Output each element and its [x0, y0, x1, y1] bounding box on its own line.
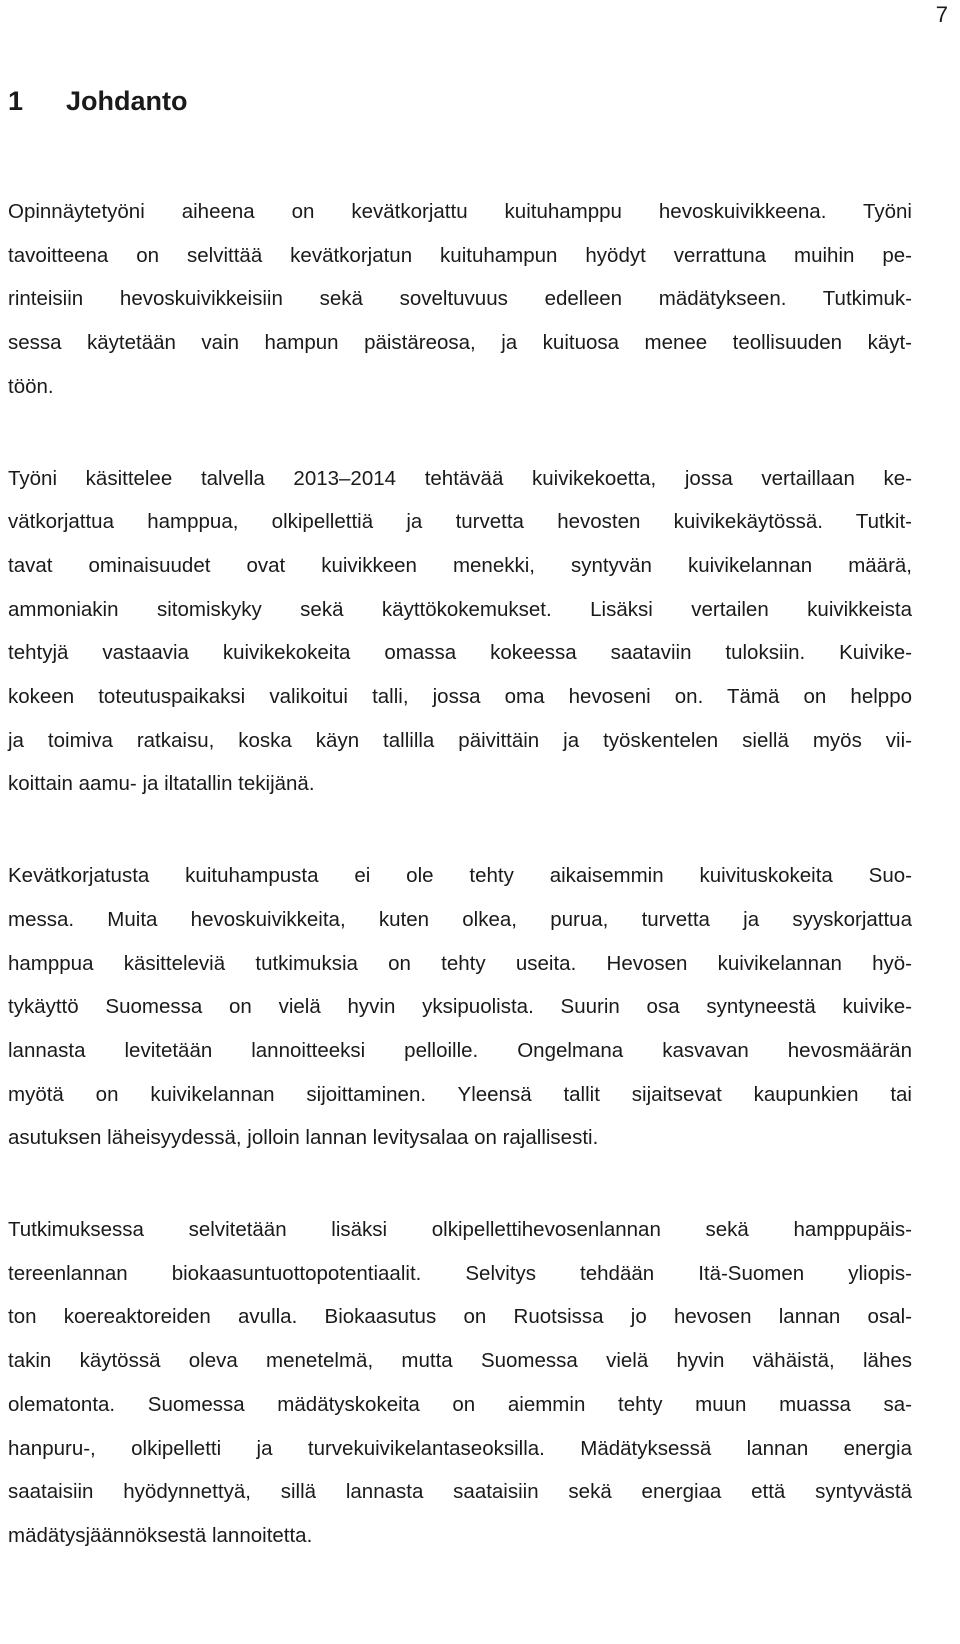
text-line: mädätysjäännöksestä lannoitetta. [8, 1523, 313, 1547]
page-number: 7 [935, 2, 948, 27]
text-line: saataisiin hyödynnettyä, sillä lannasta saataisiin sekä energiaa että syntyvästä [8, 1480, 912, 1504]
paragraph [8, 1208, 912, 1558]
text-line: Työni käsittelee talvella 2013–2014 tehtävää kuivikekoetta, jossa vertaillaan ke- [8, 466, 912, 490]
text-line: Opinnäytetyöni aiheena on kevätkorjattu kuituhamppu hevoskuivikkeena. Työni [8, 200, 912, 223]
text-line: messa. Muita hevoskuivikkeita, kuten olkea, purua, turvetta ja syyskorjattua [8, 907, 912, 931]
text-line: tykäyttö Suomessa on vielä hyvin yksipuolista. Suurin osa syntyneestä kuivike- [8, 995, 912, 1019]
text-line: rinteisiin hevoskuivikkeisiin sekä soveltuvuus edelleen mädätykseen. Tutkimuk- [8, 287, 912, 311]
text-line: Tutkimuksessa selvitetään lisäksi olkipellettihevosenlannan sekä hamppupäis- [8, 1218, 912, 1242]
text-line: tavoitteena on selvittää kevätkorjatun kuituhampun hyödyt verrattuna muihin pe- [8, 243, 912, 267]
text-line: sessa käytetään vain hampun päistäreosa, ja kuituosa menee teollisuuden käyt- [8, 331, 912, 355]
text-line: tehtyjä vastaavia kuivikekokeita omassa kokeessa saataviin tuloksiin. Kuivike- [8, 641, 912, 665]
text-line: myötä on kuivikelannan sijoittaminen. Yleensä tallit sijaitsevat kaupunkien tai [8, 1082, 912, 1106]
text-line: töön. [8, 374, 54, 398]
text-line: koittain aamu- ja iltatallin tekijänä. [8, 772, 315, 796]
paragraph [8, 457, 912, 807]
text-line: lannasta levitetään lannoitteeksi pelloille. Ongelmana kasvavan hevosmäärän [8, 1038, 912, 1062]
paragraph [8, 190, 912, 409]
paragraph [8, 854, 912, 1160]
chapter-title: Johdanto [66, 86, 188, 116]
text-line: kokeen toteutuspaikaksi valikoitui talli, jossa oma hevoseni on. Tämä on helppo [8, 685, 912, 709]
text-line: hanpuru-, olkipelletti ja turvekuivikelantaseoksilla. Mädätyksessä lannan energia [8, 1436, 912, 1460]
text-line: Kevätkorjatusta kuituhampusta ei ole tehty aikaisemmin kuivituskokeita Suo- [8, 864, 912, 888]
text-line: tavat ominaisuudet ovat kuivikkeen menekki, syntyvän kuivikelannan määrä, [8, 553, 912, 577]
text-line: takin käytössä oleva menetelmä, mutta Suomessa vielä hyvin vähäistä, lähes [8, 1349, 912, 1373]
text-line: ja toimiva ratkaisu, koska käyn tallilla päivittäin ja työskentelen siellä myös vii- [8, 728, 912, 752]
text-line: ton koereaktoreiden avulla. Biokaasutus on Ruotsissa jo hevosen lannan osal- [8, 1305, 912, 1329]
text-line: ammoniakin sitomiskyky sekä käyttökokemukset. Lisäksi vertailen kuivikkeista [8, 597, 912, 621]
body-text [8, 190, 912, 1606]
text-line: asutuksen läheisyydessä, jolloin lannan levitysalaa on rajallisesti. [8, 1126, 599, 1150]
text-line: vätkorjattua hamppua, olkipellettiä ja turvetta hevosten kuivikekäytössä. Tutkit- [8, 510, 912, 534]
chapter-number: 1 [8, 86, 24, 116]
text-line: olematonta. Suomessa mädätyskokeita on aiemmin tehty muun muassa sa- [8, 1392, 912, 1416]
text-line: tereenlannan biokaasuntuottopotentiaalit. Selvitys tehdään Itä-Suomen yliopis- [8, 1261, 912, 1285]
chapter-heading [8, 86, 188, 117]
text-line: hamppua käsitteleviä tutkimuksia on tehty useita. Hevosen kuivikelannan hyö- [8, 951, 912, 975]
